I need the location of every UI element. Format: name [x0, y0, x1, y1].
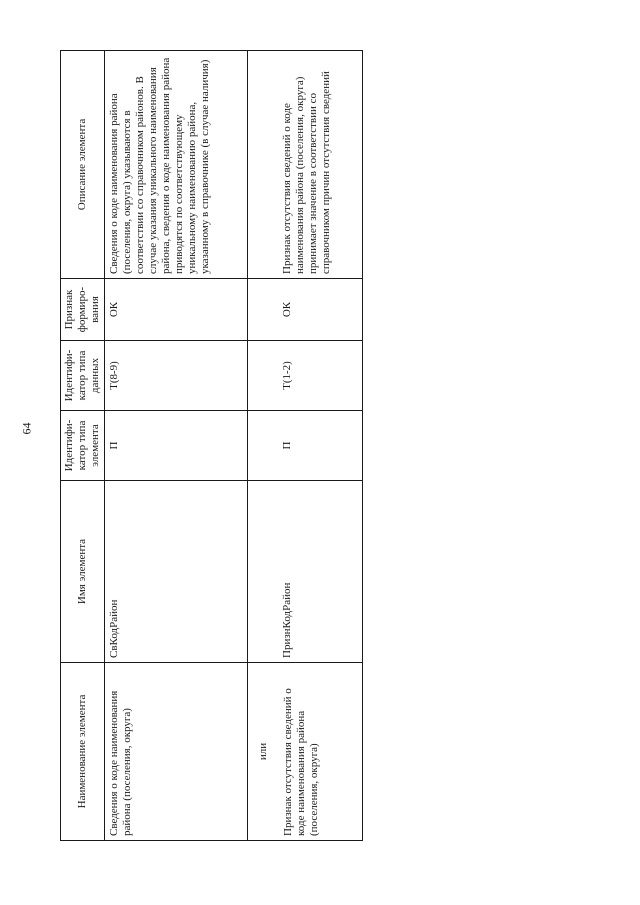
cell-element-title: Сведения о коде наименования района (поселения, округа) [104, 663, 247, 841]
cell-element-description: Сведения о коде наименования района (поселения, округа) указываются в соответствии со справочником районов. В случае указания уникального наименования района, сведения о коде наименования района приводятся по соответствующему уникальному наименованию района, указанному в справочнике (в случае наличия) [104, 51, 247, 279]
cell-element-type-id: П [104, 411, 247, 481]
cell-element-description-text: Признак отсутствия сведений о коде наименования района (поселения, округа) принимает значение в соответствии со справочником причин отсутствия сведений [281, 71, 332, 274]
cell-data-type-id: Т(8-9) [104, 341, 247, 411]
element-table [60, 50, 363, 841]
cell-element-type-id [248, 411, 363, 481]
table-header-row [61, 51, 105, 841]
cell-element-description [248, 51, 363, 279]
table-row [248, 51, 363, 841]
cell-element-name [248, 481, 363, 663]
cell-formation-flag-text: ОК [281, 301, 294, 318]
rotated-table-container [60, 51, 363, 841]
cell-formation-flag [248, 279, 363, 341]
header-formation-flag: Признак формиро- вания [61, 279, 105, 341]
cell-data-type-id [248, 341, 363, 411]
header-element-type-id: Идентифи- катор типа элемента [61, 411, 105, 481]
header-element-name: Имя элемента [61, 481, 105, 663]
cell-element-title-text: Признак отсутствия сведений о коде наименования района (поселения, округа) [282, 688, 320, 836]
cell-formation-flag: ОК [104, 279, 247, 341]
page-number: 64 [19, 422, 34, 435]
cell-element-name: СвКодРайон [104, 481, 247, 663]
cell-element-name-text: ПризнКодРайон [281, 582, 294, 658]
alternative-separator: или [257, 742, 270, 761]
table-row [104, 51, 247, 841]
header-element-title: Наименование элемента [61, 663, 105, 841]
cell-data-type-id-text: Т(1-2) [281, 361, 294, 390]
header-data-type-id: Идентифи- катор типа данных [61, 341, 105, 411]
cell-element-type-id-text: П [281, 441, 294, 450]
header-element-description: Описание элемента [61, 51, 105, 279]
cell-element-title [248, 663, 363, 841]
